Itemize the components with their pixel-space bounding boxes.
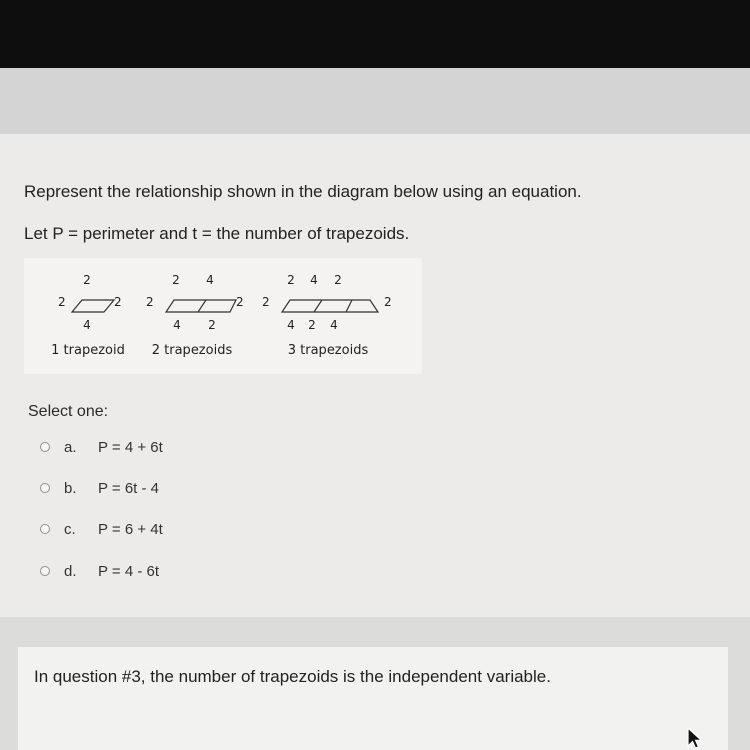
label-t1-left: 2 [58,295,66,309]
trapezoid-1-shape [72,300,114,312]
label-t2-bottom-1: 4 [173,318,181,332]
label-t2-right: 2 [236,295,244,309]
option-c[interactable] [40,518,163,540]
select-one-label: Select one: [28,403,109,420]
caption-2-trapezoids: 2 trapezoids [151,343,233,358]
radio-a[interactable] [40,442,50,452]
label-t3-bottom-2: 2 [308,318,316,332]
label-t1-top-1: 2 [83,273,91,287]
next-question-text: In question #3, the number of trapezoids is the independent variable. [34,667,551,686]
radio-d[interactable] [40,566,50,576]
option-b[interactable] [40,477,160,499]
question-text-line2: Let P = perimeter and t = the number of trapezoids. [24,224,410,243]
option-a[interactable] [40,436,163,458]
option-a-letter: a. [64,438,77,456]
label-t1-bottom-1: 4 [83,318,91,332]
label-t3-bottom-1: 4 [287,318,295,332]
question-panel [0,134,750,617]
radio-b[interactable] [40,483,50,493]
caption-3-trapezoids: 3 trapezoids [287,343,369,358]
option-b-text: P = 6t - 4 [98,479,160,497]
question-text-line1: Represent the relationship shown in the diagram below using an equation. [24,182,582,201]
label-t2-bottom-2: 2 [208,318,216,332]
next-question-card [18,647,728,750]
label-t2-left: 2 [146,295,154,309]
caption-1-trapezoid: 1 trapezoid [51,343,125,358]
trapezoid-3-shape [282,300,378,312]
label-t3-top-1: 2 [287,273,295,287]
mouse-cursor-icon [686,727,706,750]
option-d-text: P = 4 - 6t [98,562,160,580]
option-c-letter: c. [64,520,76,538]
option-d-letter: d. [64,562,77,580]
label-t2-top-2: 4 [206,273,214,287]
header-strip [0,68,750,134]
option-c-text: P = 6 + 4t [98,520,163,538]
label-t3-top-3: 2 [334,273,342,287]
label-t3-bottom-3: 4 [330,318,338,332]
radio-c[interactable] [40,524,50,534]
option-d[interactable] [40,560,160,582]
label-t3-top-2: 4 [310,273,318,287]
label-t3-left: 2 [262,295,270,309]
label-t1-right: 2 [114,295,122,309]
label-t3-right: 2 [384,295,392,309]
trapezoid-2-shape [166,300,236,312]
option-b-letter: b. [64,479,77,497]
option-a-text: P = 4 + 6t [98,438,163,456]
trapezoid-diagram [24,258,422,374]
screen-bezel [0,0,750,68]
label-t2-top-1: 2 [172,273,180,287]
